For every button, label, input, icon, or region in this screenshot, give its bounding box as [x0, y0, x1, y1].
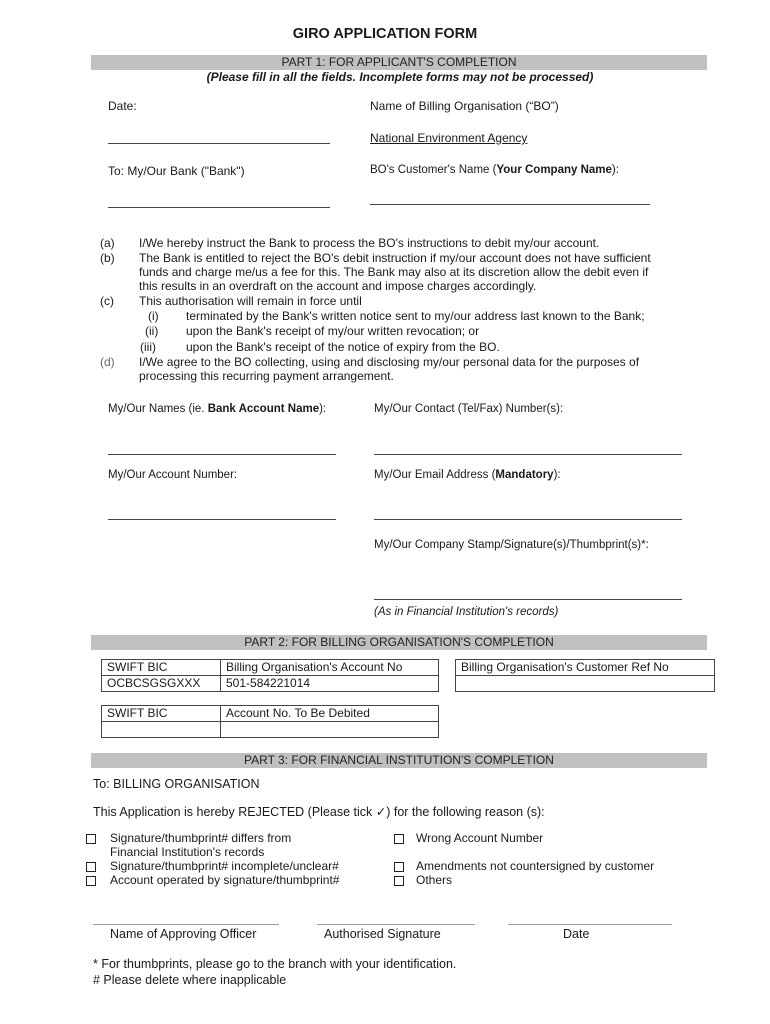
customer-ref-label: Billing Organisation's Customer Ref No — [456, 660, 715, 676]
subclause-marker-ii: (ii) — [145, 324, 159, 338]
customer-ref-table — [455, 659, 715, 692]
bo-account-value: 501-584221014 — [221, 676, 439, 692]
reason-amendments-checkbox[interactable] — [394, 862, 404, 872]
reason-signature-incomplete-checkbox[interactable] — [86, 862, 96, 872]
stamp-note: (As in Financial Institution's records) — [374, 606, 559, 618]
form-title: GIRO APPLICATION FORM — [292, 26, 478, 42]
subclause-iii-text: upon the Bank's receipt of the notice of expiry from the BO. — [186, 340, 500, 354]
footnote-thumbprints: * For thumbprints, please go to the branch with your identification. — [93, 957, 457, 971]
stamp-label: My/Our Company Stamp/Signature(s)/Thumbprint(s)*: — [374, 539, 649, 551]
debit-account-label: Account No. To Be Debited — [221, 706, 439, 722]
clause-marker-d: (d) — [100, 355, 115, 369]
email-label: My/Our Email Address (Mandatory): — [374, 469, 561, 481]
clause-marker-b: (b) — [100, 251, 115, 265]
contact-field[interactable] — [374, 454, 682, 455]
authorised-signature-field[interactable] — [317, 924, 475, 925]
customer-name-label: BO's Customer's Name (Your Company Name): — [370, 164, 619, 176]
bank-label: To: My/Our Bank ("Bank") — [108, 164, 245, 178]
clause-a-text: I/We hereby instruct the Bank to process the BO's instructions to debit my/our account. — [139, 236, 600, 250]
approving-officer-label: Name of Approving Officer — [110, 927, 257, 941]
swift-value: OCBCSGSGXXX — [102, 676, 221, 692]
part3-header: PART 3: FOR FINANCIAL INSTITUTION'S COMPLETION — [91, 753, 707, 768]
part2-header: PART 2: FOR BILLING ORGANISATION'S COMPLETION — [91, 635, 707, 650]
names-label: My/Our Names (ie. Bank Account Name): — [108, 403, 327, 415]
clause-b-line1: The Bank is entitled to reject the BO's debit instruction if my/our account does not have sufficient — [139, 251, 651, 265]
reason-signature-differs-checkbox[interactable] — [86, 834, 96, 844]
bo-details-table — [101, 659, 439, 692]
swift-field-2[interactable] — [102, 722, 221, 738]
account-number-label: My/Our Account Number: — [108, 469, 238, 481]
clause-d-line2: processing this recurring payment arrangement. — [139, 369, 394, 383]
clause-d-line1: I/We agree to the BO collecting, using and disclosing my/our personal data for the purposes of — [139, 355, 640, 369]
reason-others-checkbox[interactable] — [394, 876, 404, 886]
debit-account-field[interactable] — [221, 722, 439, 738]
subclause-i-text: terminated by the Bank's written notice sent to my/our address last known to the Bank; — [186, 309, 645, 323]
date-field[interactable] — [108, 143, 330, 144]
reason-signature-differs-line1: Signature/thumbprint# differs from — [110, 831, 292, 845]
date-signature-field[interactable] — [508, 924, 672, 925]
authorised-signature-label: Authorised Signature — [324, 927, 441, 941]
bank-field[interactable] — [108, 207, 330, 208]
date-signature-label: Date — [563, 927, 590, 941]
to-line: To: BILLING ORGANISATION — [93, 777, 260, 791]
customer-ref-field[interactable] — [456, 676, 715, 692]
stamp-field[interactable] — [374, 599, 682, 600]
reason-wrong-account-label: Wrong Account Number — [416, 831, 544, 845]
approving-officer-field[interactable] — [93, 924, 279, 925]
swift-label: SWIFT BIC — [102, 660, 221, 676]
reason-wrong-account-checkbox[interactable] — [394, 834, 404, 844]
swift-label-2: SWIFT BIC — [102, 706, 221, 722]
names-field[interactable] — [108, 454, 336, 455]
reason-account-operated-label: Account operated by signature/thumbprint# — [110, 873, 340, 887]
part1-header: PART 1: FOR APPLICANT'S COMPLETION — [91, 55, 707, 70]
subclause-marker-iii: (iii) — [140, 340, 156, 354]
account-number-field[interactable] — [108, 519, 336, 520]
reason-others-label: Others — [416, 873, 453, 887]
clause-marker-c: (c) — [100, 294, 114, 308]
contact-label: My/Our Contact (Tel/Fax) Number(s): — [374, 403, 564, 415]
rejected-line: This Application is hereby REJECTED (Please tick ✓) for the following reason (s): — [93, 805, 545, 819]
reason-amendments-label: Amendments not countersigned by customer — [416, 859, 655, 873]
customer-name-field[interactable] — [370, 204, 650, 205]
footnote-delete: # Please delete where inapplicable — [93, 973, 287, 987]
clause-c-text: This authorisation will remain in force until — [139, 294, 362, 308]
clause-marker-a: (a) — [100, 236, 115, 250]
reason-account-operated-checkbox[interactable] — [86, 876, 96, 886]
bo-name-label: Name of Billing Organisation (“BO”) — [370, 99, 559, 113]
email-field[interactable] — [374, 519, 682, 520]
part1-subheader: (Please fill in all the fields. Incomplete forms may not be processed) — [206, 70, 594, 84]
bo-name-value: National Environment Agency — [370, 131, 528, 145]
subclause-marker-i: (i) — [148, 309, 159, 323]
clause-b-line2: funds and charge me/us a fee for this. The Bank may also at its discretion allow the debit even if — [139, 265, 649, 279]
reason-signature-incomplete-label: Signature/thumbprint# incomplete/unclear# — [110, 859, 339, 873]
date-label: Date: — [108, 99, 137, 113]
reason-signature-differs-line2: Financial Institution's records — [110, 845, 265, 859]
clause-b-line3: this results in an overdraft on the account and impose charges accordingly. — [139, 279, 537, 293]
bo-account-label: Billing Organisation's Account No — [221, 660, 439, 676]
debit-account-table — [101, 705, 439, 738]
subclause-ii-text: upon the Bank's receipt of my/our written revocation; or — [186, 324, 480, 338]
